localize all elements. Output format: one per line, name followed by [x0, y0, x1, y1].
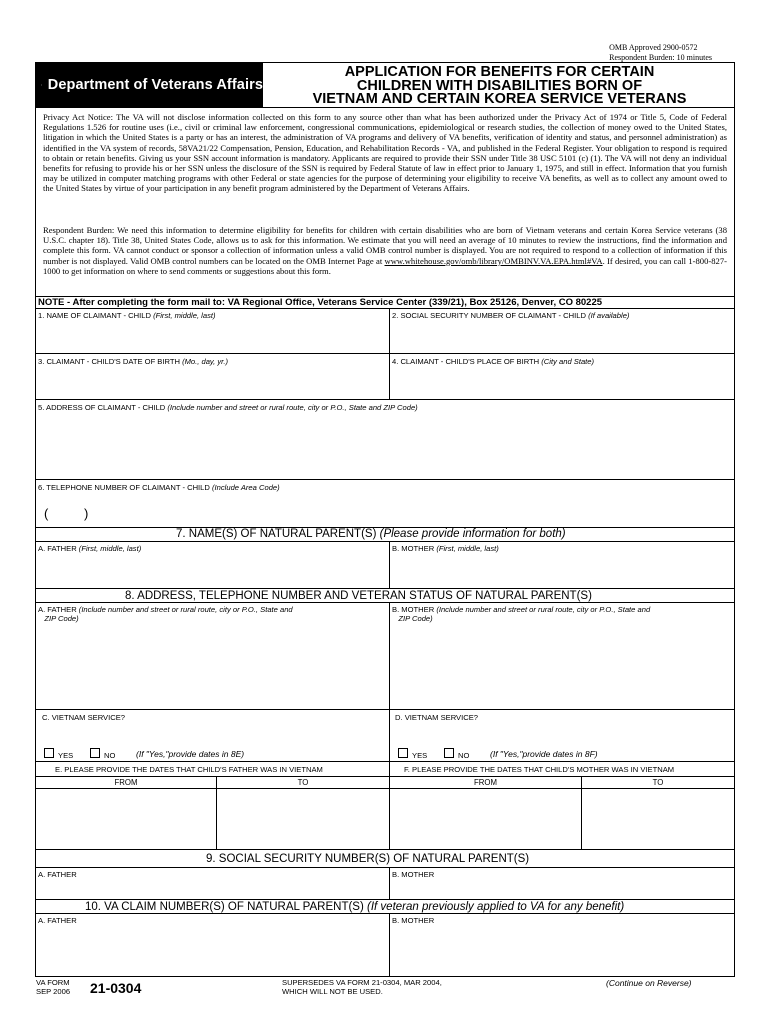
field-1-label: 1. NAME OF CLAIMANT - CHILD (First, middle, last): [38, 311, 216, 320]
father-vietnam-yes-checkbox[interactable]: [44, 748, 54, 758]
father-vietnam-no-checkbox[interactable]: [90, 748, 100, 758]
section-8c-label: C. VIETNAM SERVICE?: [42, 713, 125, 722]
respondent-burden-time: Respondent Burden: 10 minutes: [609, 53, 712, 62]
claimant-birthplace-input[interactable]: [391, 366, 734, 398]
burden-text-end: . If desired, you can call 1-800-827-1000 to get information on where to send comments or suggestions about this form.: [43, 255, 727, 276]
title-line-3: VIETNAM AND CERTAIN KOREA SERVICE VETERANS: [312, 91, 687, 107]
field-3-label: 3. CLAIMANT - CHILD'S DATE OF BIRTH (Mo., day, yr.): [38, 357, 229, 366]
mother-vietnam-yes-checkbox[interactable]: [398, 748, 408, 758]
burden-text: Respondent Burden: We need this information to determine eligibility for benefits for children with certain disabilities who are born of Vietnam veterans and certain Korea Service veterans (38 U.S.C. chapter 18). Title 38, United States Code, allows us to ask for this information. We estimate that you will need an average of 10 minutes to review the instructions, find the information and complete this form. VA cannot conduct or sponsor a collection of information unless a valid OMB control number is displayed. You are not required to respond to a collection of information if this number is not displayed. Valid OMB control numbers can be located on the OMB Internet Page at: [43, 225, 727, 266]
mother-address-input[interactable]: [391, 626, 734, 708]
section-10-title: 10. VA CLAIM NUMBER(S) OF NATURAL PARENT(S) (If veteran previously applied to VA for any benefit): [85, 901, 625, 913]
phone-area-code-open: (: [44, 506, 49, 521]
father-address-input[interactable]: [36, 626, 388, 708]
omb-approval: [609, 43, 712, 63]
mother-if-yes-hint: (If "Yes,"provide dates in 8F): [490, 749, 598, 759]
father-to-header: TO: [297, 778, 309, 787]
omb-number: OMB Approved 2900-0572: [609, 43, 698, 52]
title-line-1: APPLICATION FOR BENEFITS FOR CERTAIN: [344, 64, 655, 80]
claimant-address-input[interactable]: [36, 413, 734, 478]
father-no-label: NO: [104, 751, 116, 760]
mother-from-date-input[interactable]: [390, 789, 580, 848]
section-9-title: 9. SOCIAL SECURITY NUMBER(S) OF NATURAL PARENT(S): [206, 853, 530, 865]
section-9a-label: A. FATHER: [38, 870, 77, 879]
respondent-burden-notice: [43, 225, 727, 276]
section-7b-label: B. MOTHER (First, middle, last): [392, 544, 499, 553]
section-8a-label: A. FATHER (Include number and street or rural route, city or P.O., State and ZIP Code): [38, 605, 293, 623]
father-to-date-input[interactable]: [217, 789, 388, 848]
father-if-yes-hint: (If "Yes,"provide dates in 8E): [136, 749, 245, 759]
omb-link[interactable]: www.whitehouse.gov/omb/library/OMBINV.VA.EPA.html#VA: [384, 255, 603, 266]
section-7a-label: A. FATHER (First, middle, last): [38, 544, 142, 553]
section-8b-label: B. MOTHER (Include number and street or rural route, city or P.O., State and ZIP Code): [392, 605, 651, 623]
section-8e-label: E. PLEASE PROVIDE THE DATES THAT CHILD'S FATHER WAS IN VIETNAM: [55, 765, 323, 774]
field-4-label: 4. CLAIMANT - CHILD'S PLACE OF BIRTH (City and State): [392, 357, 595, 366]
continue-on-reverse: (Continue on Reverse): [606, 978, 692, 988]
father-yes-label: YES: [58, 751, 74, 760]
field-5-label: 5. ADDRESS OF CLAIMANT - CHILD (Include number and street or rural route, city or P.O., State and ZIP Code): [38, 403, 418, 412]
field-2-label: 2. SOCIAL SECURITY NUMBER OF CLAIMANT - CHILD (If available): [392, 311, 630, 320]
mailing-note: NOTE - After completing the form mail to: VA Regional Office, Veterans Service Center (339/21), Box 25126, Denver, CO 80225: [38, 297, 603, 308]
claimant-phone-input[interactable]: [36, 493, 734, 526]
claimant-ssn-input[interactable]: [391, 320, 734, 352]
mother-no-label: NO: [458, 751, 470, 760]
section-8d-label: D. VIETNAM SERVICE?: [395, 713, 478, 722]
phone-area-code-close: ): [84, 506, 89, 521]
title-line-2: CHILDREN WITH DISABILITIES BORN OF: [356, 77, 643, 94]
privacy-act-notice: Privacy Act Notice: The VA will not disclose information collected on this form to any source other than what has been authorized under the Privacy Act of 1974 or Title 5, Code of Federal Regulations 1.526 for routine uses (i.e., civil or criminal law enforcement, congressional communications, epidemiological or research studies, the collection of money owed to the United States, litigation in which the United States is a party or has an interest, the administration of VA programs and delivery of VA benefits, verification of identity and status, and personnel administration) as identified in the VA system of records, 58VA21/22 Compensation, Pension, Education, and Rehabilitation Records - VA, and published in the Federal Register. Your obligation to respond is required to obtain or retain benefits. Giving us your SSN account information is mandatory. Applicants are required to provide their SSN under Title 38 USC 5101 (c) (1). The VA will not deny an individual benefits for refusing to provide his or her SSN unless the disclosure of the SSN is required by Federal Statute of law in effect prior to January 1, 1975, and still in effect. Information that you furnish may be utilized in computer matching programs with other Federal or state agencies for the purpose of determining your eligibility to receive VA benefits, as well as to collect any amount owed to the United States by virtue of your participation in any benefit program administered by the Department of Veterans Affairs.: [43, 112, 727, 194]
section-10b-label: B. MOTHER: [392, 916, 435, 925]
mother-vietnam-no-checkbox[interactable]: [444, 748, 454, 758]
father-from-header: FROM: [114, 778, 138, 787]
claimant-dob-input[interactable]: [36, 366, 388, 398]
mother-to-header: TO: [652, 778, 664, 787]
form-edition: VA FORM SEP 2006: [36, 978, 71, 996]
supersedes-note: SUPERSEDES VA FORM 21-0304, MAR 2004, WHICH WILL NOT BE USED.: [282, 978, 442, 996]
section-8f-label: F. PLEASE PROVIDE THE DATES THAT CHILD'S MOTHER WAS IN VIETNAM: [404, 765, 675, 774]
claimant-name-input[interactable]: [36, 320, 388, 352]
mother-ssn-input[interactable]: [391, 879, 734, 898]
father-ssn-input[interactable]: [36, 879, 388, 898]
father-claim-number-input[interactable]: [36, 926, 388, 976]
form-number: 21-0304: [90, 980, 142, 996]
father-name-input[interactable]: [36, 554, 388, 587]
mother-from-header: FROM: [474, 778, 497, 787]
mother-to-date-input[interactable]: [582, 789, 734, 848]
va-seal-icon: [41, 72, 42, 98]
section-8-title: 8. ADDRESS, TELEPHONE NUMBER AND VETERAN STATUS OF NATURAL PARENT(S): [125, 590, 592, 602]
mother-name-input[interactable]: [391, 554, 734, 587]
va-logo: [35, 62, 263, 107]
form-header: [35, 62, 735, 108]
mother-claim-number-input[interactable]: [391, 926, 734, 976]
field-6-label: 6. TELEPHONE NUMBER OF CLAIMANT - CHILD (Include Area Code): [38, 483, 280, 492]
section-10a-label: A. FATHER: [38, 916, 77, 925]
father-from-date-input[interactable]: [36, 789, 215, 848]
section-7-title: 7. NAME(S) OF NATURAL PARENT(S) (Please provide information for both): [176, 528, 566, 540]
section-9b-label: B. MOTHER: [392, 870, 435, 879]
form-title: [267, 66, 732, 107]
department-name: Department of Veterans Affairs: [47, 76, 263, 93]
mother-yes-label: YES: [412, 751, 428, 760]
